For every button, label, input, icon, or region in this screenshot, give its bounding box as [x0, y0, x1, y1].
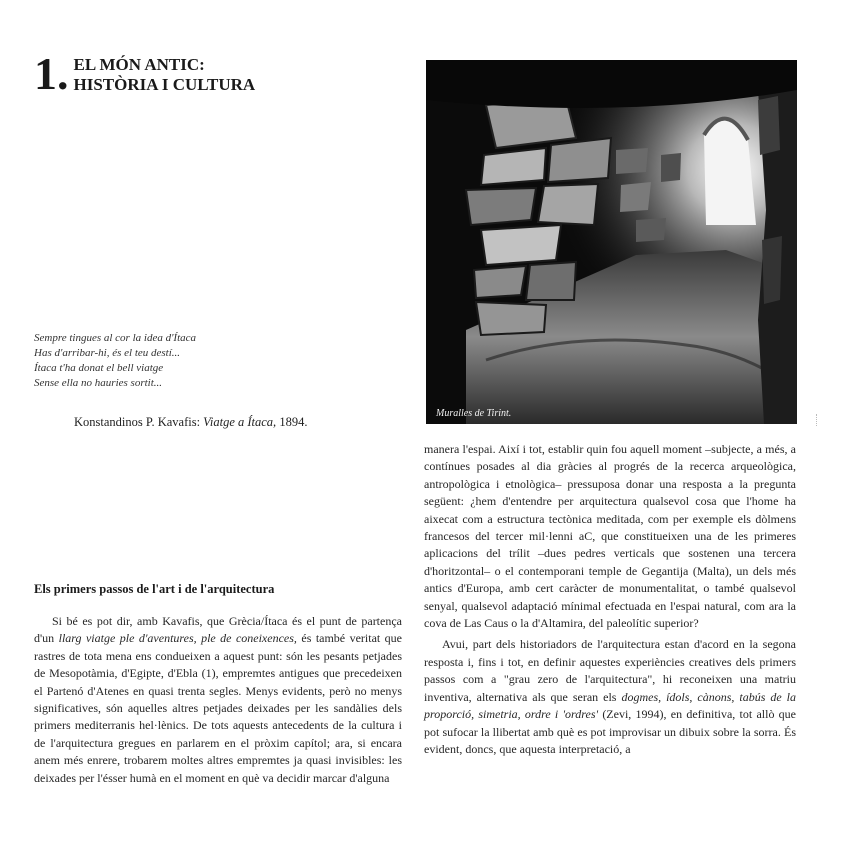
chapter-title-line-1: EL MÓN ANTIC: [73, 55, 205, 74]
epigraph-line: Sense ella no hauries sortit... [34, 377, 163, 389]
epigraph-line: Ítaca t'ha donat el bell viatge [34, 362, 164, 374]
epigraph-attribution [74, 415, 307, 430]
corridor-photo-illustration [426, 60, 797, 424]
epigraph-line: Has d'arribar-hi, és el teu destí... [34, 347, 181, 359]
tiryns-walls-photo [426, 60, 797, 424]
chapter-title [74, 52, 256, 95]
right-text-column [424, 441, 796, 758]
body-paragraph: Si bé es pot dir, amb Kavafis, que Grècia/Ítaca és el punt de partença d'un llarg viatge ple d'aventures, ple de coneixences, és també veritat que rastres de tota mena ens condueixen a aquest punt: són les pesants petjades de Mesopotàmia, d'Egipte, d'Ebla (1), empremtes antigues que precedeixen el Partenó d'Atenes en quasi trenta segles. Menys evidents, però no menys significatives, són aquelles altres petjades deixades per les sandàlies dels primers mediterranis hel·lènics. De tots aquests antecedents de la cultura i de l'arquitectura gregues en parlarem en el pròxim capítol; ara, si encara anem més enrere, trobarem moltes altres empremtes ja quasi invisibles: les deixades per l'ésser humà en el moment en què va decidir marcar d'alguna [34, 614, 403, 785]
chapter-number: 1. [34, 48, 69, 99]
chapter-heading [34, 48, 256, 99]
left-text-column [34, 613, 402, 787]
photo-caption: Muralles de Tirint. [436, 408, 512, 419]
epigraph-work: Viatge a Ítaca, [203, 415, 277, 429]
epigraph-author: Konstandinos P. Kavafis: [74, 415, 204, 429]
epigraph [34, 331, 364, 429]
scan-edge-mark [816, 414, 821, 426]
body-paragraph: Avui, part dels historiadors de l'arquitectura estan d'acord en la segona resposta i, fins i tot, en definir aquestes experiències creatives dels primers passos com a "grau zero de l'arquitectura", hi reconeixen una matriu inventiva, alternativa als que seran els dogmes, ídols, cànons, tabús de la proporció, simetria, ordre i 'ordres' (Zevi, 1994), en definitiva, tot allò que pot sufocar la llibertat amb què es pot improvisar un dibuix sobre la sorra. És evident, doncs, que aquesta interpretació, a [424, 637, 796, 756]
body-paragraph: manera l'espai. Així i tot, establir quin fou aquell moment –subjecte, a més, a contínues posades al dia gràcies al progrés de la recerca arqueològica, antropològica i etnològica– pressuposa donar una resposta a la pregunta següent: ¿hem d'entendre per arquitectura qualsevol cosa que l'home ha aixecat com a estructura tectònica meditada, com per exemple els dòlmens francesos del tercer mil·lenni aC, que constitueixen una de les primeres aplicacions del trílit –dues pedres verticals que sostenen una tercera d'horitzontal– o el contemporani temple de Gegantija (Malta), un dels més antics d'Europa, amb cert caràcter de monumentalitat, o també qualsevol senyal, qualsevol adaptació mínimal efectuada en l'espai natural, com ara la cova de Las Caus o la d'Altamira, del paleolític superior? [424, 442, 796, 631]
section-heading: Els primers passos de l'art i de l'arquitectura [34, 582, 275, 596]
epigraph-line: Sempre tingues al cor la idea d'Ítaca [34, 332, 197, 344]
chapter-title-line-2: HISTÒRIA I CULTURA [73, 75, 256, 94]
epigraph-year: 1894. [276, 415, 308, 429]
